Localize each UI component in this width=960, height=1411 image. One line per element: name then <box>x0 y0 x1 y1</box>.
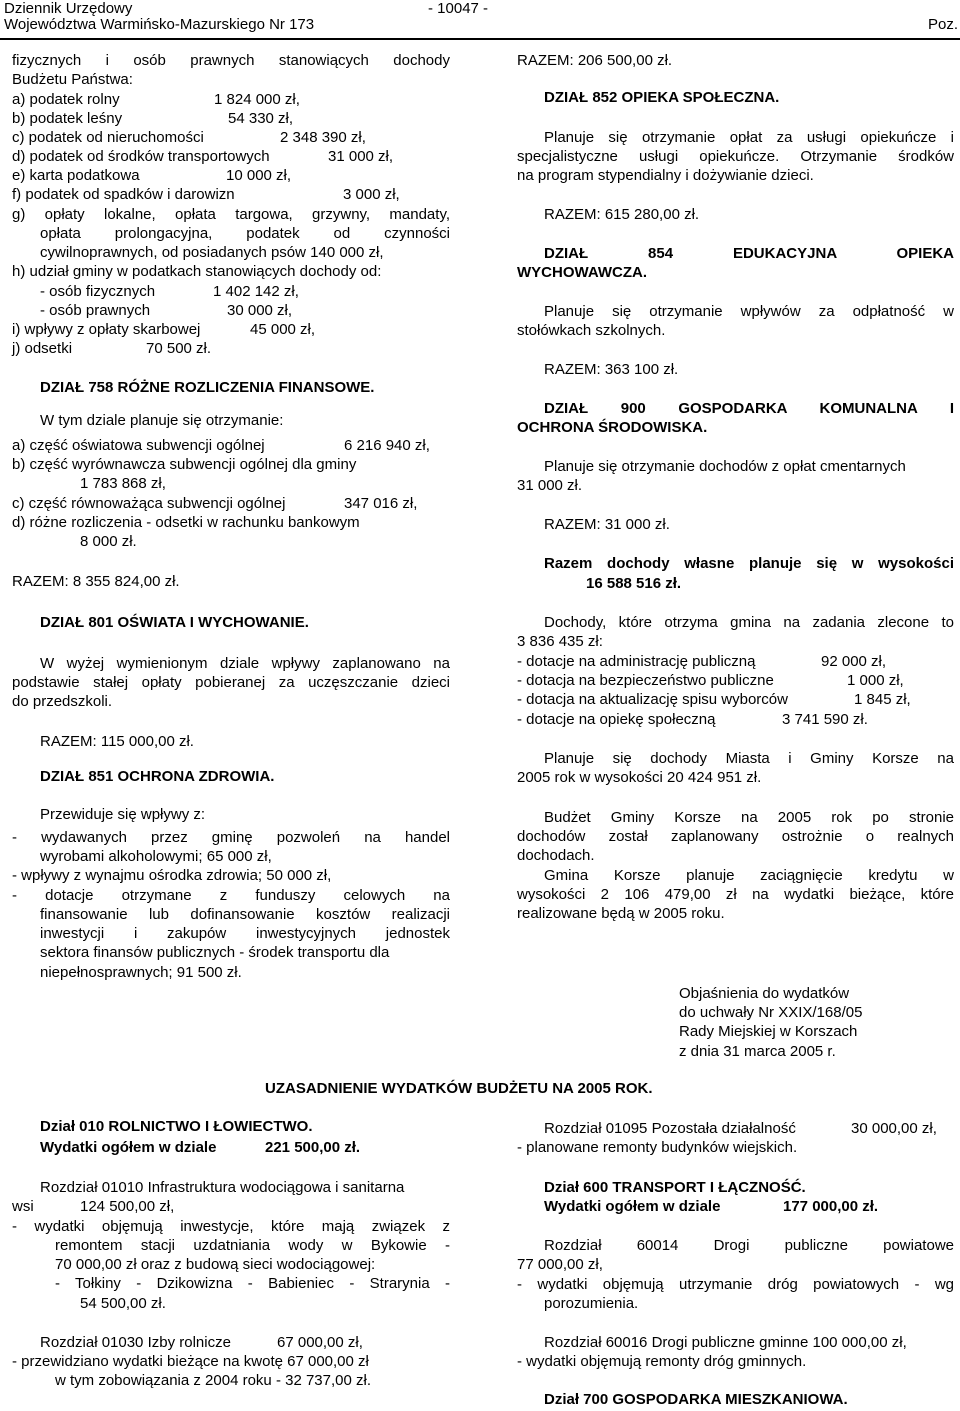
list-item-amount: 1 845 zł, <box>854 691 911 708</box>
item-label: b) część wyrównawcza subwencji ogólnej dla gminy <box>12 456 357 473</box>
tax-amount: 1 402 142 zł, <box>213 283 299 300</box>
item-amount: 6 216 940 zł, <box>344 437 430 454</box>
tax-amount: 54 330 zł, <box>228 110 294 127</box>
section-total: RAZEM: 8 355 824,00 zł. <box>12 573 180 590</box>
tax-amount: 10 000 zł, <box>226 167 292 184</box>
list-item: - Tołkiny - Dzikowizna - Babieniec - Strarynia - <box>55 1275 450 1292</box>
text-line: h) udział gminy w podatkach stanowiących dochody od: <box>12 263 382 280</box>
text-line: do przedszkoli. <box>12 693 113 710</box>
text-line: Planuje się dochody Miasta i Gminy Korsze na <box>544 750 954 767</box>
list-item-amount: 3 741 590 zł. <box>782 711 868 728</box>
text-line: 31 000 zł. <box>517 477 583 494</box>
section-total: RAZEM: 615 280,00 zł. <box>544 206 700 223</box>
tax-label: i) wpływy z opłaty skarbowej <box>12 321 201 338</box>
tax-label: - osób prawnych <box>40 302 151 319</box>
item-amount: 8 000 zł. <box>80 533 137 550</box>
list-item: w tym zobowiązania z 2004 roku - 32 737,00 zł. <box>55 1372 372 1389</box>
section-heading: OCHRONA ŚRODOWISKA. <box>517 419 708 436</box>
item-label: d) różne rozliczenia - odsetki w rachunku bankowym <box>12 514 360 531</box>
list-item: finansowanie lub dofinansowanie kosztów realizacji <box>40 906 450 923</box>
text-line: 77 000,00 zł, <box>517 1256 603 1273</box>
text-line: Rozdział 60014 Drogi publiczne powiatowe <box>544 1237 954 1254</box>
list-item: - przewidziano wydatki bieżące na kwotę 67 000,00 zł <box>12 1353 369 1370</box>
text-line: 2005 rok w wysokości 20 424 951 zł. <box>517 769 762 786</box>
explanation-line: do uchwały Nr XXIX/168/05 <box>679 1004 863 1021</box>
section-heading: Dział 010 ROLNICTWO I ŁOWIECTWO. <box>40 1118 313 1135</box>
tax-label: a) podatek rolny <box>12 91 120 108</box>
list-item: - wydatki objęmują inwestycje, które mają związek z <box>12 1218 450 1235</box>
text-line: wsi <box>12 1198 34 1215</box>
list-item-label: - dotacje na administrację publiczną <box>517 653 756 670</box>
list-item: - wydatki objęmują remonty dróg gminnych. <box>517 1353 807 1370</box>
text-line: g) opłaty lokalne, opłata targowa, grzywny, mandaty, <box>12 206 450 223</box>
own-income-amount: 16 588 516 zł. <box>586 575 682 592</box>
tax-amount: 30 000 zł, <box>227 302 293 319</box>
text-line: Budżet Gminy Korsze na 2005 rok po stronie <box>544 809 954 826</box>
section-total: RAZEM: 31 000 zł. <box>544 516 670 533</box>
section-heading: DZIAŁ 852 OPIEKA SPOŁECZNA. <box>544 89 780 106</box>
header-divider <box>0 38 960 40</box>
total-label: Wydatki ogółem w dziale <box>40 1139 217 1156</box>
tax-amount: 31 000 zł, <box>328 148 394 165</box>
tax-amount: 70 500 zł. <box>146 340 212 357</box>
text-line: na program stypendialny i dożywianie dzieci. <box>517 167 814 184</box>
section-total: RAZEM: 115 000,00 zł. <box>40 733 194 750</box>
section-heading: Dział 600 TRANSPORT I ŁĄCZNOŚĆ. <box>544 1179 806 1196</box>
voivodeship-title: Województwa Warmińsko-Mazurskiego Nr 173 <box>4 16 315 33</box>
text-line: 30 000,00 zł, <box>851 1120 937 1137</box>
text-line: dochodów został zaplanowany ostrożnie o realnych <box>517 828 954 845</box>
list-item: - wydatki objęmują utrzymanie dróg powiatowych - wg <box>517 1276 954 1293</box>
text-line: Rozdział 01030 Izby rolnicze <box>40 1334 231 1351</box>
list-item: - wpływy z wynajmu ośrodka zdrowia; 50 000 zł, <box>12 867 332 884</box>
tax-label: d) podatek od środków transportowych <box>12 148 270 165</box>
list-item: wyrobami alkoholowymi; 65 000 zł, <box>40 848 272 865</box>
position-label: Poz. <box>928 16 959 33</box>
list-item: - wydawanych przez gminę pozwoleń na handel <box>12 829 450 846</box>
explanation-line: Objaśnienia do wydatków <box>679 985 850 1002</box>
section-heading: DZIAŁ 900 GOSPODARKA KOMUNALNA I <box>544 400 954 417</box>
tax-amount: 3 000 zł, <box>343 186 400 203</box>
text-line: cywilnoprawnych, od posiadanych psów 140 000 zł, <box>40 244 384 261</box>
item-label: c) część równoważąca subwencji ogólnej <box>12 495 286 512</box>
item-amount: 347 016 zł, <box>344 495 418 512</box>
list-item: inwestycji i zakupów inwestycyjnych jednostek <box>40 925 450 942</box>
list-item-label: - dotacja na bezpieczeństwo publiczne <box>517 672 774 689</box>
list-item-amount: 1 000 zł, <box>847 672 904 689</box>
list-item-label: - dotacja na aktualizację spisu wyborców <box>517 691 788 708</box>
text-line: Przewiduje się wpływy z: <box>40 806 206 823</box>
journal-title: Dziennik Urzędowy <box>4 0 133 17</box>
text-line: realizowane będą w 2005 roku. <box>517 905 725 922</box>
text-line: stołówkach szkolnych. <box>517 322 666 339</box>
text-line: Rozdział 01095 Pozostała działalność <box>544 1120 796 1137</box>
text-line: W tym dziale planuje się otrzymanie: <box>40 412 284 429</box>
page-number: - 10047 - <box>428 0 489 17</box>
text-line: specjalistyczne usługi opiekuńcze. Otrzymanie środków <box>517 148 954 165</box>
text-line: Rozdział 01010 Infrastruktura wodociągowa i sanitarna <box>40 1179 405 1196</box>
section-total: RAZEM: 363 100 zł. <box>544 361 679 378</box>
item-amount: 1 783 868 zł, <box>80 475 166 492</box>
text-line: Planuje się otrzymanie dochodów z opłat cmentarnych <box>544 458 906 475</box>
tax-label: c) podatek od nieruchomości <box>12 129 204 146</box>
tax-amount: 45 000 zł, <box>250 321 316 338</box>
list-item: - dotacje otrzymane z funduszy celowych na <box>12 887 450 904</box>
text-line: dochodach. <box>517 847 595 864</box>
list-item: niepełnosprawnych; 91 500 zł. <box>40 964 242 981</box>
text-line: podstawie stałej opłaty pobieranej za uczęszczanie dzieci <box>12 674 450 691</box>
main-heading: UZASADNIENIE WYDATKÓW BUDŻETU NA 2005 ROK. <box>265 1080 653 1097</box>
text-line: Dochody, które otrzyma gmina na zadania zlecone to <box>544 614 954 631</box>
list-item: 70 000,00 zł oraz z budową sieci wodociągowej: <box>55 1256 376 1273</box>
text-line: fizycznych i osób prawnych stanowiących dochody <box>12 52 450 69</box>
list-item: sektora finansów publicznych - środek transportu dla <box>40 944 390 961</box>
tax-amount: 1 824 000 zł, <box>214 91 300 108</box>
section-heading: DZIAŁ 851 OCHRONA ZDROWIA. <box>40 768 275 785</box>
list-item: remontem stacji uzdatniania wody w Bykowie - <box>55 1237 450 1254</box>
tax-amount: 2 348 390 zł, <box>280 129 366 146</box>
text-line: Rozdział 60016 Drogi publiczne gminne 100 000,00 zł, <box>544 1334 907 1351</box>
text-line: Planuje się otrzymanie opłat za usługi opiekuńcze i <box>544 129 954 146</box>
section-heading: DZIAŁ 758 RÓŻNE ROZLICZENIA FINANSOWE. <box>40 379 375 396</box>
item-label: a) część oświatowa subwencji ogólnej <box>12 437 265 454</box>
list-item: 54 500,00 zł. <box>80 1295 166 1312</box>
text-line: Budżetu Państwa: <box>12 71 133 88</box>
total-amount: 177 000,00 zł. <box>783 1198 879 1215</box>
explanation-line: z dnia 31 marca 2005 r. <box>679 1043 836 1060</box>
text-line: Gmina Korsze planuje zaciągnięcie kredytu w <box>544 867 954 884</box>
tax-label: f) podatek od spadków i darowizn <box>12 186 235 203</box>
list-item: - planowane remonty budynków wiejskich. <box>517 1139 798 1156</box>
section-heading: Dział 700 GOSPODARKA MIESZKANIOWA. <box>544 1391 848 1408</box>
tax-label: j) odsetki <box>12 340 73 357</box>
list-item-label: - dotacje na opiekę społeczną <box>517 711 716 728</box>
total-amount: 221 500,00 zł. <box>265 1139 361 1156</box>
text-line: Planuje się otrzymanie wpływów za odpłatność w <box>544 303 954 320</box>
tax-label: b) podatek leśny <box>12 110 123 127</box>
text-line: 3 836 435 zł: <box>517 633 603 650</box>
text-line: 67 000,00 zł, <box>277 1334 363 1351</box>
section-total: RAZEM: 206 500,00 zł. <box>517 52 673 69</box>
text-line: 124 500,00 zł, <box>80 1198 175 1215</box>
tax-label: - osób fizycznych <box>40 283 156 300</box>
explanation-line: Rady Miejskiej w Korszach <box>679 1023 858 1040</box>
total-label: Wydatki ogółem w dziale <box>544 1198 721 1215</box>
text-line: W wyżej wymienionym dziale wpływy zaplanowano na <box>40 655 450 672</box>
own-income-line: Razem dochody własne planuje się w wysokości <box>544 555 954 572</box>
list-item: porozumienia. <box>544 1295 639 1312</box>
list-item-amount: 92 000 zł, <box>821 653 887 670</box>
text-line: opłata prolongacyjna, podatek od czynności <box>40 225 450 242</box>
text-line: wysokości 2 106 479,00 zł na wydatki bieżące, które <box>517 886 954 903</box>
section-heading: DZIAŁ 854 EDUKACYJNA OPIEKA <box>544 245 954 262</box>
tax-label: e) karta podatkowa <box>12 167 140 184</box>
section-heading: WYCHOWAWCZA. <box>517 264 647 281</box>
section-heading: DZIAŁ 801 OŚWIATA I WYCHOWANIE. <box>40 614 309 631</box>
